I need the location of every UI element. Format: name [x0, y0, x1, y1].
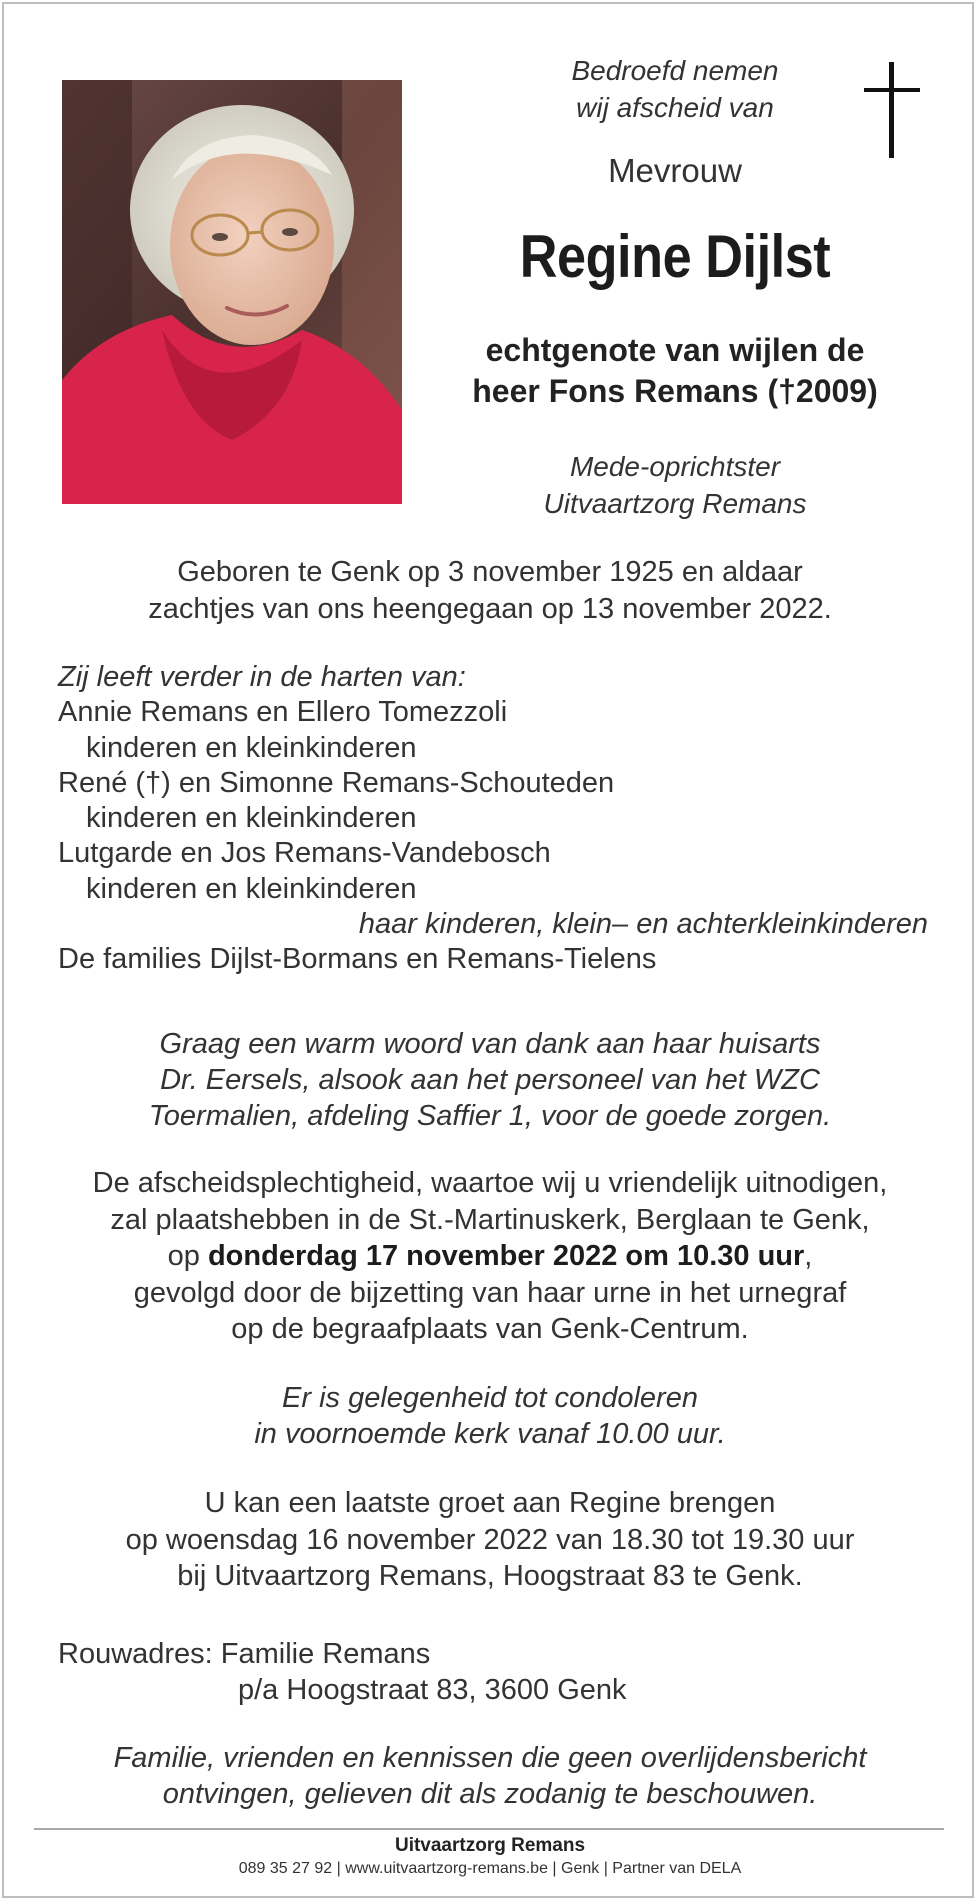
closing-line: Familie, vrienden en kennissen die geen overlijdensbericht	[113, 1742, 867, 1774]
visit-line: U kan een laatste groet aan Regine brengen	[204, 1487, 776, 1519]
family-line: Annie Remans en Ellero Tomezzoli	[58, 696, 508, 729]
closing-text	[40, 1740, 940, 1812]
closing-line: ontvingen, gelieven dit als zodanig te beschouwen.	[162, 1778, 818, 1810]
family-list	[58, 660, 928, 978]
visit-line: bij Uitvaartzorg Remans, Hoogstraat 83 te Genk.	[177, 1560, 803, 1592]
footer-divider	[34, 1828, 944, 1830]
spouse-text	[420, 330, 930, 412]
ceremony-line	[40, 1238, 940, 1275]
birth-death-text	[40, 554, 940, 628]
portrait-illustration	[62, 80, 402, 504]
deceased-name: Regine Dijlst	[519, 223, 831, 290]
footer-company-name: Uitvaartzorg Remans	[394, 1835, 586, 1856]
founder-line: Mede-oprichtster	[569, 451, 781, 482]
mourning-address	[58, 1636, 928, 1708]
family-line: kinderen en kleinkinderen	[86, 731, 417, 764]
thanks-text	[40, 1026, 940, 1134]
salutation: Mevrouw	[608, 152, 742, 189]
visitation-text	[40, 1485, 940, 1595]
family-line: De families Dijlst-Bormans en Remans-Tielens	[58, 943, 657, 976]
condolence-text	[40, 1380, 940, 1452]
address-line: Rouwadres: Familie Remans	[58, 1638, 431, 1670]
spouse-line: echtgenote van wijlen de	[485, 332, 865, 368]
visit-line: op woensdag 16 november 2022 van 18.30 tot 19.30 uur	[125, 1523, 855, 1556]
spouse-line: heer Fons Remans (†2009)	[472, 373, 878, 409]
intro-line: wij afscheid van	[576, 92, 774, 123]
family-line: Lutgarde en Jos Remans-Vandebosch	[58, 837, 551, 870]
condolence-line: in voornoemde kerk vanaf 10.00 uur.	[254, 1418, 726, 1450]
ceremony-suffix: ,	[804, 1240, 813, 1272]
ceremony-date: donderdag 17 november 2022 om 10.30 uur	[207, 1240, 805, 1272]
family-line: kinderen en kleinkinderen	[86, 802, 417, 835]
ceremony-line: zal plaatshebben in de St.-Martinuskerk, Berglaan te Genk,	[110, 1203, 870, 1236]
family-line: kinderen en kleinkinderen	[86, 872, 417, 905]
born-line: Geboren te Genk op 3 november 1925 en aldaar	[177, 556, 803, 588]
thanks-line: Toermalien, afdeling Saffier 1, voor de goede zorgen.	[148, 1100, 832, 1132]
footer-contact-info: 089 35 27 92 | www.uitvaartzorg-remans.be | Genk | Partner van DELA	[238, 1860, 742, 1877]
born-line: zachtjes van ons heengegaan op 13 november 2022.	[148, 593, 832, 625]
ceremony-line: op de begraafplaats van Genk-Centrum.	[231, 1313, 749, 1345]
ceremony-line: gevolgd door de bijzetting van haar urne in het urnegraf	[133, 1276, 847, 1309]
address-line: p/a Hoogstraat 83, 3600 Genk	[238, 1674, 627, 1706]
family-heading: Zij leeft verder in de harten van:	[58, 661, 466, 693]
thanks-line: Graag een warm woord van dank aan haar huisarts	[159, 1028, 821, 1060]
founder-text	[500, 448, 850, 522]
family-line: haar kinderen, klein– en achterkleinkinderen	[358, 908, 928, 941]
ceremony-prefix: op	[167, 1240, 208, 1272]
latin-cross-icon	[862, 60, 922, 160]
founder-line: Uitvaartzorg Remans	[543, 488, 807, 519]
intro-text	[500, 52, 850, 126]
thanks-line: Dr. Eersels, alsook aan het personeel van het WZC	[160, 1064, 820, 1096]
ceremony-text	[40, 1165, 940, 1348]
portrait-photo	[62, 80, 402, 504]
ceremony-line: De afscheidsplechtigheid, waartoe wij u vriendelijk uitnodigen,	[92, 1167, 888, 1199]
condolence-line: Er is gelegenheid tot condoleren	[282, 1382, 698, 1414]
family-line: René (†) en Simonne Remans-Schouteden	[58, 766, 615, 799]
intro-line: Bedroefd nemen	[571, 55, 779, 86]
